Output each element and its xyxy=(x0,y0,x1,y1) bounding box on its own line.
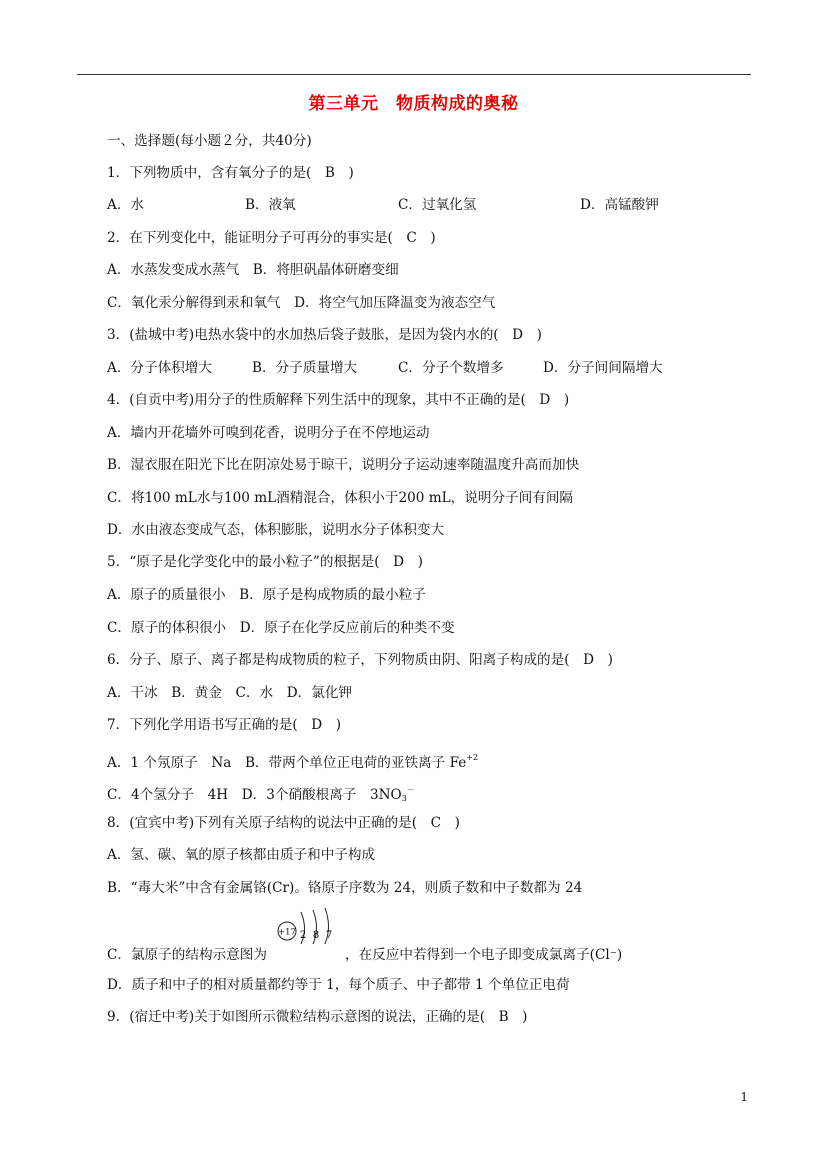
question-4-option-d: D．水由液态变成气态，体积膨胀，说明水分子体积变大 xyxy=(107,522,445,538)
nucleus-charge: +17 xyxy=(278,927,296,938)
question-6: 6．分子、原子、离子都是构成物质的粒子，下列物质由阴、阳离子构成的是( D ) xyxy=(107,652,613,668)
charge-superscript: － xyxy=(406,785,415,794)
option-b: B．液氧 xyxy=(245,197,296,213)
formula-subscript: 3 xyxy=(401,794,407,803)
question-7: 7．下列化学用语书写正确的是( D ) xyxy=(107,717,342,733)
header-rule xyxy=(77,74,751,75)
question-2: 2．在下列变化中，能证明分子可再分的事实是( C ) xyxy=(107,230,436,246)
question-5: 5．“原子是化学变化中的最小粒子”的根据是( D ) xyxy=(107,554,423,570)
question-2-options-cd: C．氧化汞分解得到汞和氧气 D．将空气加压降温变为液态空气 xyxy=(107,295,496,311)
question-1: 1．下列物质中，含有氧分子的是( B ) xyxy=(107,165,354,181)
charge-superscript: +2 xyxy=(466,753,479,762)
question-8-option-c-prefix: C．氯原子的结构示意图为 xyxy=(107,947,267,963)
shell-2-electrons: 8 xyxy=(312,930,320,941)
question-4-option-b: B．湿衣服在阳光下比在阴凉处易于晾干，说明分子运动速率随温度升高而加快 xyxy=(107,457,580,473)
question-2-options-ab: A．水蒸发变成水蒸气 B．将胆矾晶体研磨变细 xyxy=(107,262,399,278)
shell-3-electrons: 7 xyxy=(325,930,333,941)
question-6-options: A．干冰 B．黄金 C．水 D．氯化钾 xyxy=(107,685,353,701)
question-8-option-c-suffix: ，在反应中若得到一个电子即变成氯离子(Cl⁻) xyxy=(345,947,623,963)
question-8: 8．(宜宾中考)下列有关原子结构的说法中正确的是( C ) xyxy=(107,815,460,831)
question-9: 9．(宿迁中考)关于如图所示微粒结构示意图的说法，正确的是( B ) xyxy=(107,1009,528,1025)
question-5-options-ab: A．原子的质量很小 B．原子是构成物质的最小粒子 xyxy=(107,587,426,603)
option-a: A．分子体积增大 xyxy=(107,360,212,376)
option-b: B．分子质量增大 xyxy=(252,360,358,376)
question-4-option-c: C．将100 mL水与100 mL酒精混合，体积小于200 mL，说明分子间有间隔 xyxy=(107,490,574,506)
option-d: D．高锰酸钾 xyxy=(580,197,659,213)
question-4-option-a: A．墙内开花墙外可嗅到花香，说明分子在不停地运动 xyxy=(107,425,430,441)
question-3: 3．(盐城中考)电热水袋中的水加热后袋子鼓胀，是因为袋内水的( D ) xyxy=(107,327,542,343)
option-c: C．过氧化氢 xyxy=(398,197,477,213)
question-7-options-ab xyxy=(107,749,478,772)
chlorine-atom-structure-diagram xyxy=(275,902,345,944)
question-8-option-d: D．质子和中子的相对质量都约等于 1，每个质子、中子都带 1 个单位正电荷 xyxy=(107,977,570,993)
shell-1-electrons: 2 xyxy=(299,930,307,941)
question-8-option-a: A．氢、碳、氧的原子核都由质子和中子构成 xyxy=(107,847,376,863)
page-title: 第三单元 物质构成的奥秘 xyxy=(308,94,519,114)
option-text: C．4个氢分子 4H D．3个硝酸根离子 3NO xyxy=(107,787,402,803)
option-a: A．水 xyxy=(107,197,145,213)
page-number: 1 xyxy=(740,1090,748,1104)
question-7-options-cd xyxy=(107,781,415,808)
option-d: D．分子间间隔增大 xyxy=(543,360,663,376)
question-8-option-b: B．“毒大米”中含有金属铬(Cr)。铬原子序数为 24，则质子数和中子数都为 24 xyxy=(107,880,583,896)
option-text: A．1 个氖原子 Na B．带两个单位正电荷的亚铁离子 Fe xyxy=(107,755,467,771)
option-c: C．分子个数增多 xyxy=(398,360,504,376)
section-heading: 一、选择题(每小题２分，共40分) xyxy=(107,133,312,149)
question-4: 4．(自贡中考)用分子的性质解释下列生活中的现象，其中不正确的是( D ) xyxy=(107,392,570,408)
question-5-options-cd: C．原子的体积很小 D．原子在化学反应前后的种类不变 xyxy=(107,620,455,636)
